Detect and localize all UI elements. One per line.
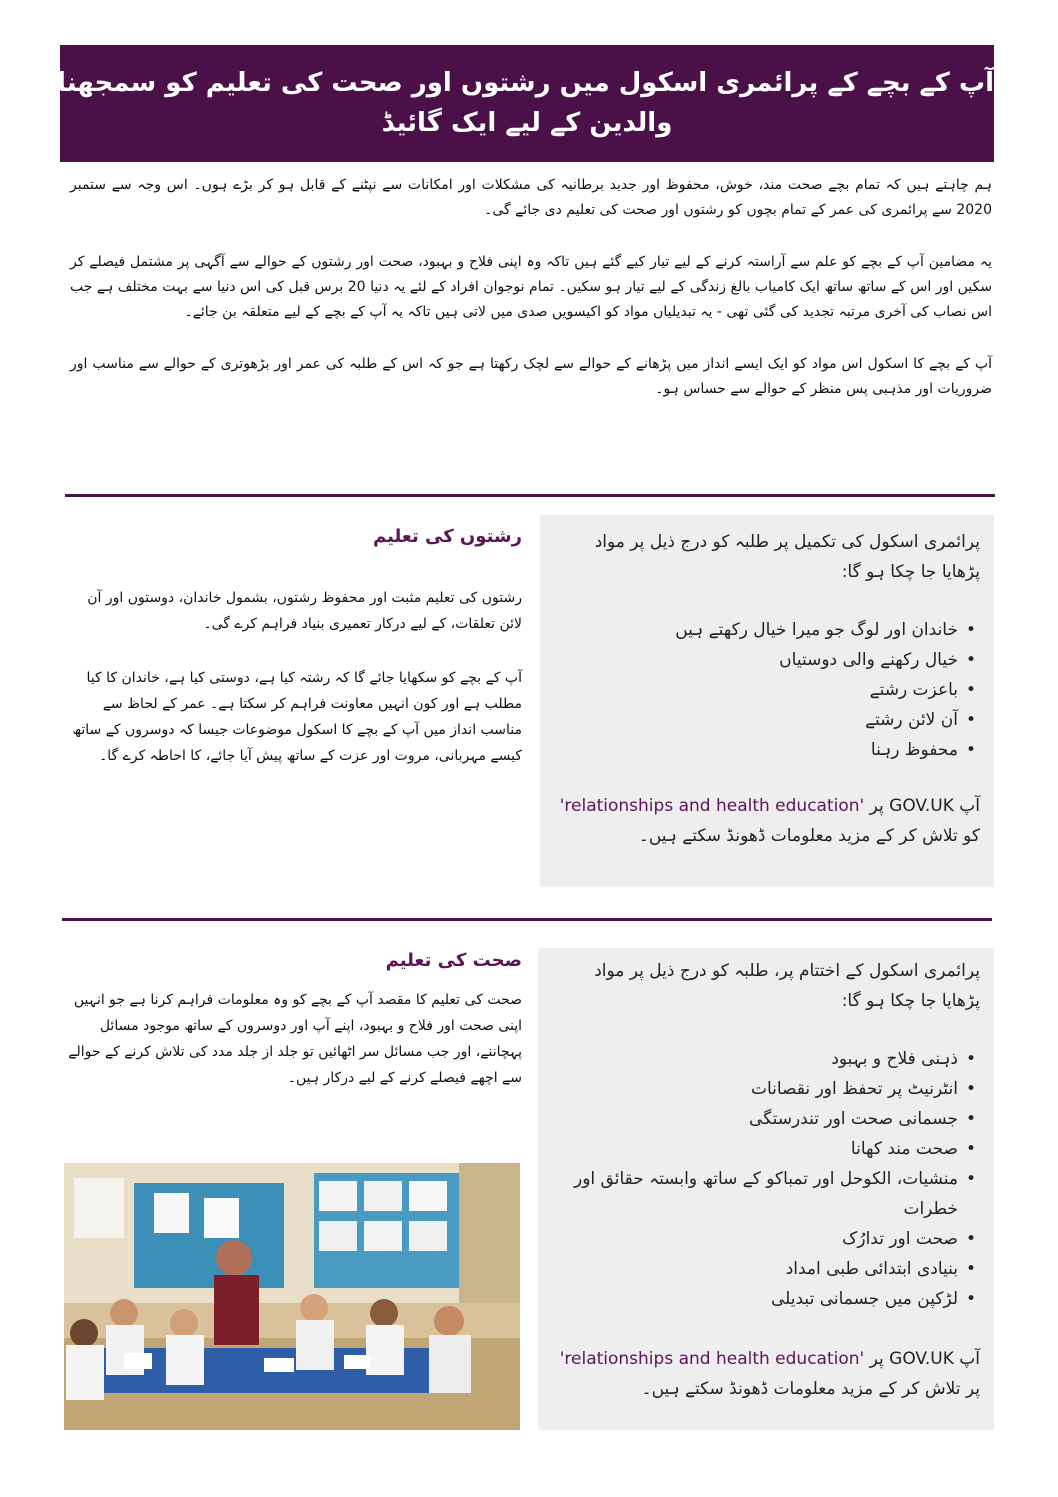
- list-item: • ذہنی فلاح و بہبود: [552, 1044, 980, 1074]
- intro-section: [70, 173, 992, 429]
- divider-1: [65, 494, 995, 497]
- list-item: • صحت اور تدارُک: [552, 1224, 980, 1254]
- health-box-intro: پرائمری اسکول کے اختتام پر، طلبہ کو درج ذیل پر مواد پڑھایا جا چکا ہو گا:: [594, 961, 980, 1011]
- title-line-1: آپ کے بچے کے پرائمری اسکول میں رشتوں اور صحت کی تعلیم کو سمجھنا:: [46, 68, 994, 98]
- relationships-paragraph-1: رشتوں کی تعلیم مثبت اور محفوظ رشتوں، بشمول خاندان، دوستوں اور آن لائن تعلقات، کے لیے درکار تعمیری بنیاد فراہم کرے گی۔: [87, 590, 522, 632]
- health-heading: صحت کی تعلیم: [385, 950, 522, 971]
- relationships-box-intro: پرائمری اسکول کی تکمیل پر طلبہ کو درج ذیل پر مواد پڑھایا جا چکا ہو گا:: [594, 532, 980, 582]
- health-more-info: [552, 1344, 980, 1404]
- more-info-text: آپ GOV.UK پر: [869, 796, 980, 816]
- intro-paragraph-3: آپ کے بچے کا اسکول اس مواد کو ایک ایسے انداز میں پڑھانے کے حوالے سے لچک رکھتا ہے جو کہ اس کے طلبہ کی عمر اور بڑھوتری کے حوالے سے مناسب اور ضروریات اور مذہبی پس منظر کے حوالے سے حساس ہو۔: [70, 356, 992, 397]
- list-item: • جسمانی صحت اور تندرستگی: [552, 1104, 980, 1134]
- relationships-more-info: [554, 791, 980, 851]
- health-section: [64, 950, 522, 1091]
- classroom-illustration: [64, 1163, 520, 1430]
- more-info-link[interactable]: 'relationships and health education': [559, 1349, 865, 1369]
- list-item: • بنیادی ابتدائی طبی امداد: [552, 1254, 980, 1284]
- list-item: • محفوظ رہنا: [554, 735, 980, 765]
- relationships-topics-list: [554, 615, 980, 765]
- list-item: • خیال رکھنے والی دوستیاں: [554, 645, 980, 675]
- list-item: • صحت مند کھانا: [552, 1134, 980, 1164]
- relationships-heading: رشتوں کی تعلیم: [372, 526, 522, 547]
- list-item: • باعزت رشتے: [554, 675, 980, 705]
- more-info-text: کو تلاش کر کے مزید معلومات ڈھونڈ سکتے ہیں۔: [638, 826, 980, 846]
- title-banner: [46, 45, 994, 162]
- divider-2: [62, 918, 992, 921]
- classroom-photo: [64, 1163, 520, 1430]
- health-topics-list: [552, 1044, 980, 1314]
- relationships-topics-box: [540, 515, 994, 887]
- more-info-text: پر تلاش کر کے مزید معلومات ڈھونڈ سکتے ہیں۔: [641, 1379, 980, 1399]
- more-info-text: آپ GOV.UK پر: [869, 1349, 980, 1369]
- title-line-2: والدین کے لیے ایک گائیڈ: [381, 108, 673, 138]
- list-item: • خاندان اور لوگ جو میرا خیال رکھتے ہیں: [554, 615, 980, 645]
- health-paragraph-1: صحت کی تعلیم کا مقصد آپ کے بچے کو وہ معلومات فراہم کرنا ہے جو انہیں اپنی صحت اور فلاح و بہبود، اپنے آپ اور دوسروں کے ساتھ موجود مسائل پہچاننے، اور جب مسائل سر اٹھائیں تو جلد از جلد مدد کی تلاش کرنے کے حوالے سے اچھے فیصلے کرنے کے لیے درکار ہیں۔: [68, 992, 522, 1086]
- more-info-link[interactable]: 'relationships and health education': [559, 796, 865, 816]
- relationships-section: [64, 526, 522, 769]
- list-item: • آن لائن رشتے: [554, 705, 980, 735]
- relationships-paragraph-2: آپ کے بچے کو سکھایا جائے گا کہ رشتہ کیا ہے، دوستی کیا ہے، خاندان کا کیا مطلب ہے اور کون انہیں معاونت فراہم کر سکتا ہے۔ عمر کے لحاظ سے مناسب انداز میں آپ کے بچے کا اسکول موضوعات جیسا کہ دوسروں کے ساتھ کیسے مہربانی، مروت اور عزت کے ساتھ پیش آیا جائے، کا احاطہ کرے گا۔: [72, 670, 522, 764]
- intro-paragraph-2: یہ مضامین آپ کے بچے کو علم سے آراستہ کرنے کے لیے تیار کیے گئے ہیں تاکہ وہ اپنی فلاح و بہبود، صحت اور رشتوں کے حوالے سے آگہی پر مشتمل فیصلے کر سکیں اور اس کے ساتھ ساتھ ایک کامیاب بالغ زندگی کے لیے تیار ہو سکیں۔ تمام نوجوان افراد کے لئے یہ دنیا 20 برس قبل کی اس دنیا سے بہت مختلف ہے جب اس نصاب کی آخری مرتبہ تجدید کی گئی تھی - یہ تبدیلیاں مواد کو اکیسویں صدی میں لاتی ہیں تاکہ یہ آپ کے بچے کے لیے متعلقہ بن جائے۔: [70, 254, 992, 320]
- list-item: • انٹرنیٹ پر تحفظ اور نقصانات: [552, 1074, 980, 1104]
- health-topics-box: [538, 948, 994, 1430]
- intro-paragraph-1: ہم چاہتے ہیں کہ تمام بچے صحت مند، خوش، محفوظ اور جدید برطانیہ کی مشکلات اور امکانات سے نپٹنے کے قابل ہو کر بڑے ہوں۔ اس وجہ سے ستمبر 2020 سے پرائمری کی عمر کے تمام بچوں کو رشتوں اور صحت کی تعلیم دی جائے گی۔: [70, 177, 992, 218]
- list-item: • لڑکپن میں جسمانی تبدیلی: [552, 1284, 980, 1314]
- list-item: • منشیات، الکوحل اور تمباکو کے ساتھ وابستہ حقائق اور خطرات: [552, 1164, 980, 1224]
